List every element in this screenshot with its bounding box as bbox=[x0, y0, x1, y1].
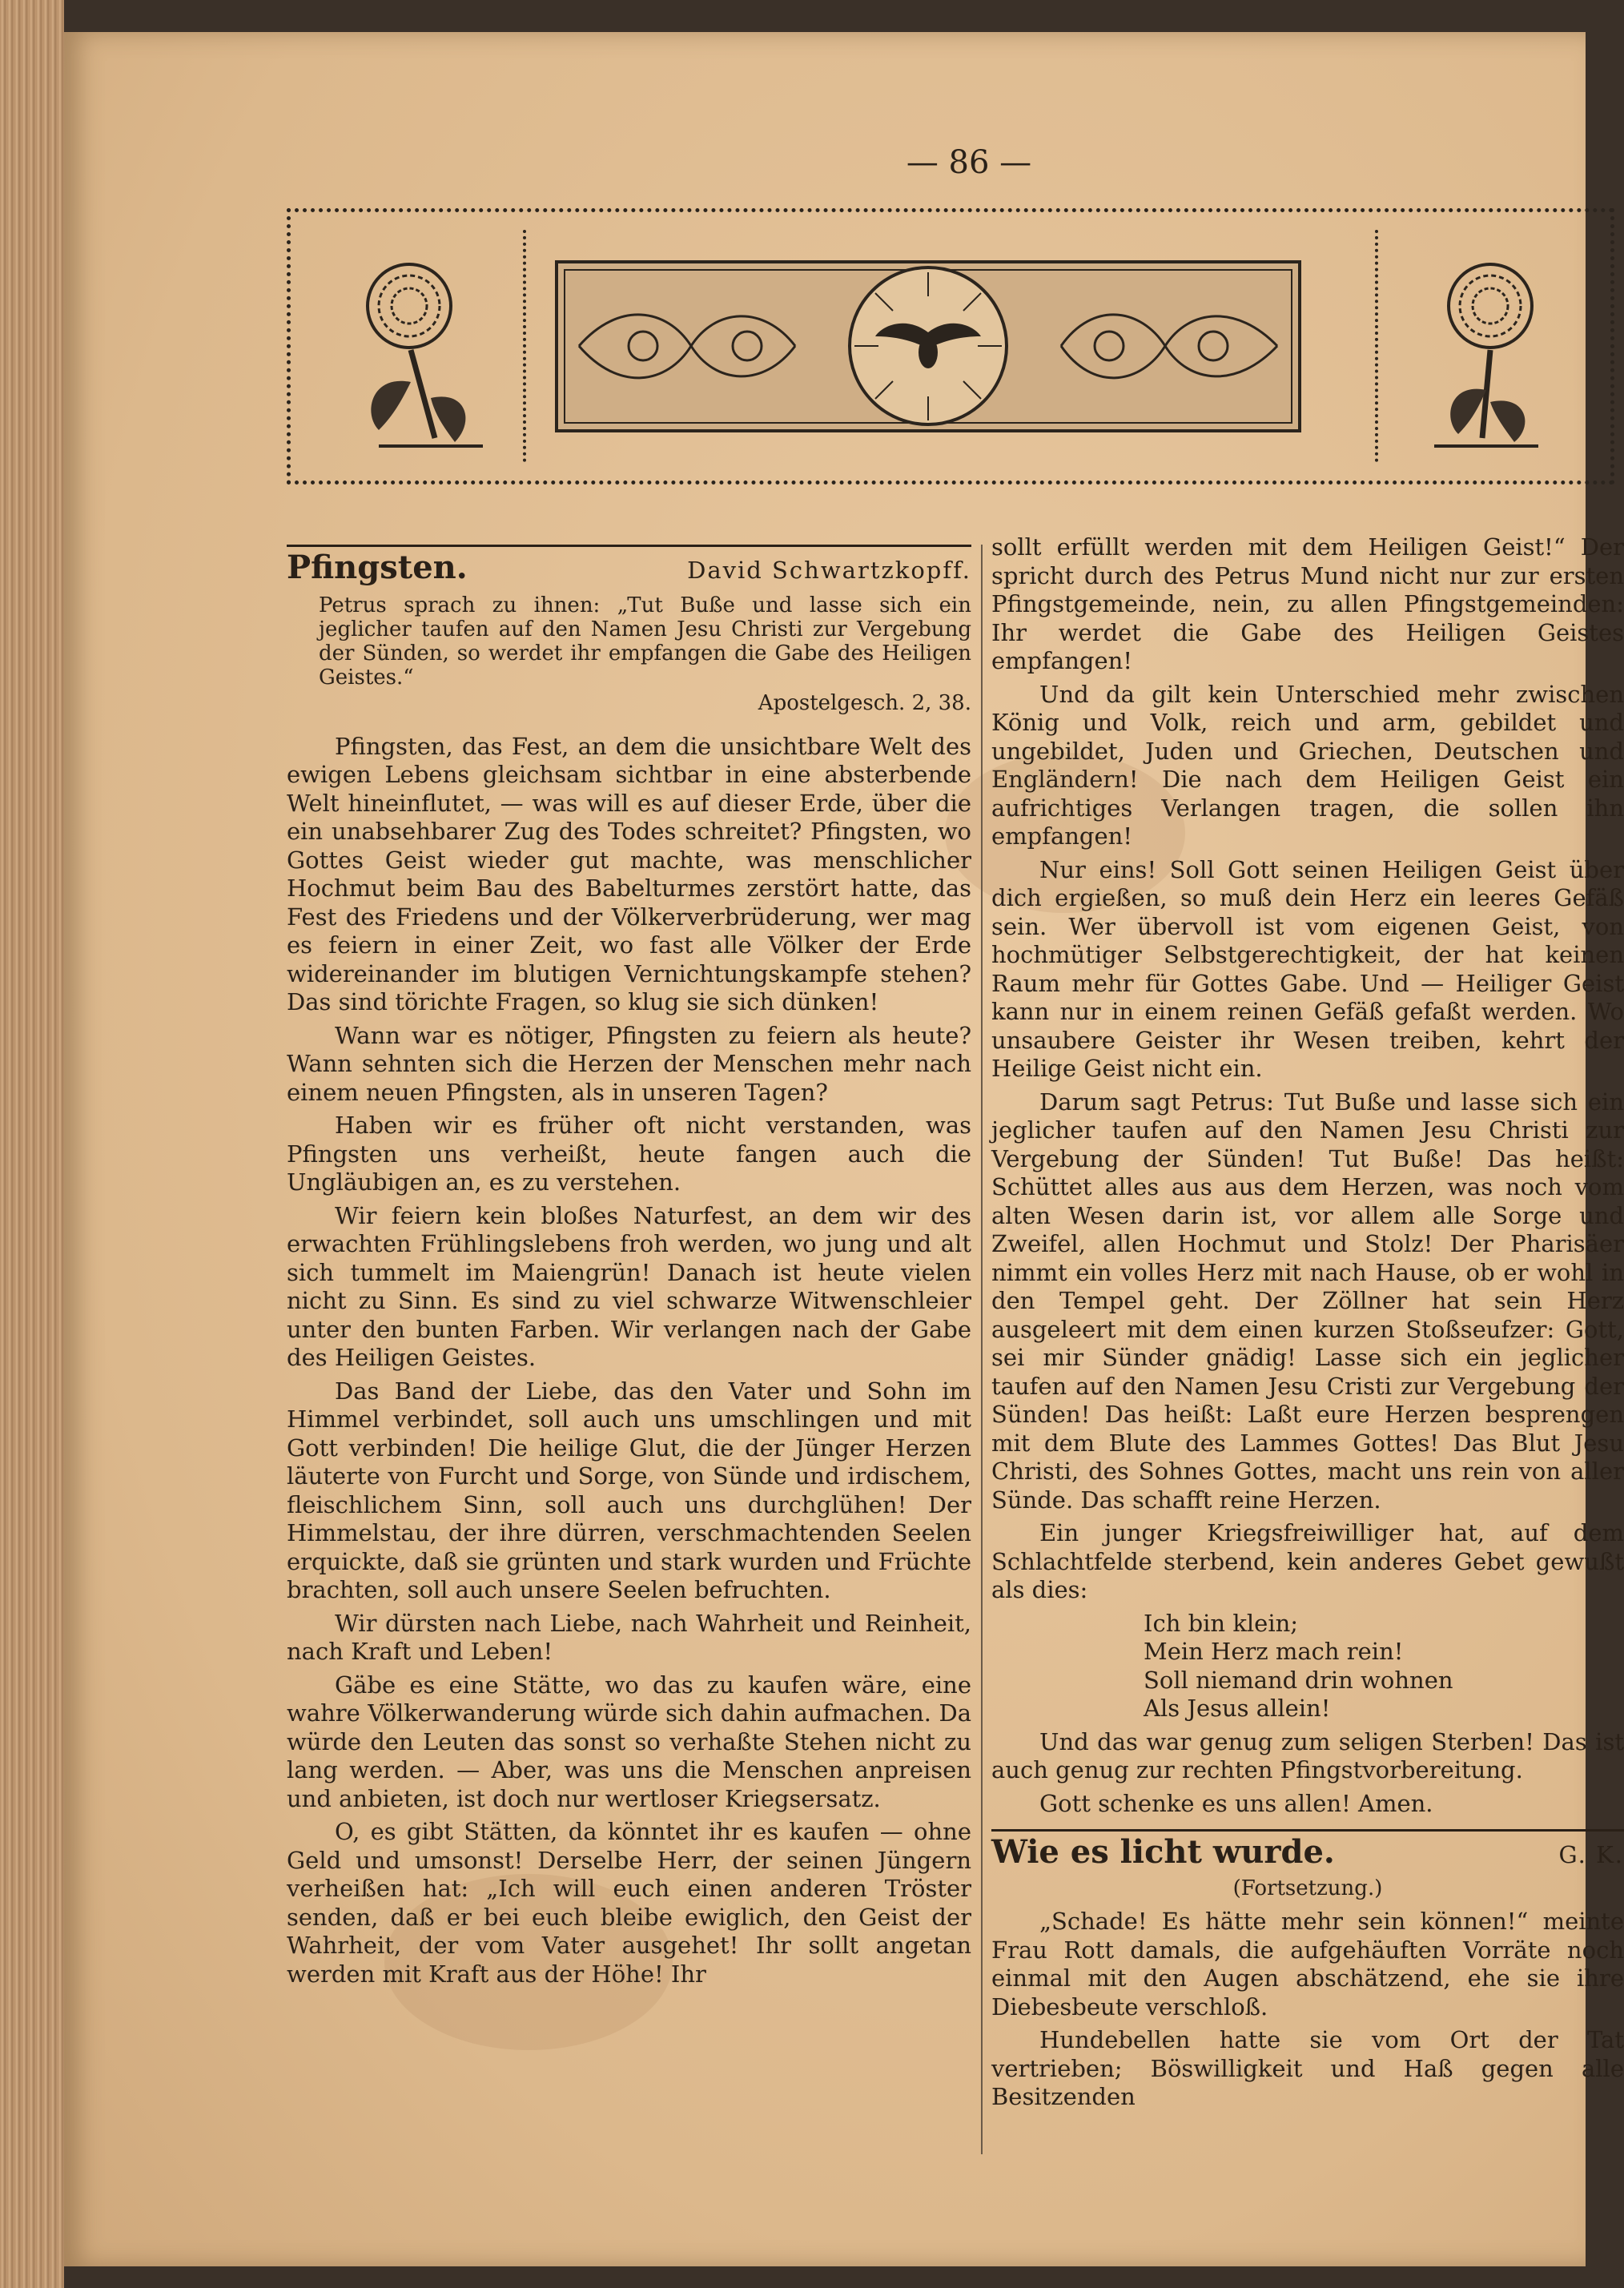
flower-left-icon bbox=[315, 230, 526, 462]
continuation-note: (Fortsetzung.) bbox=[1232, 1876, 1383, 1900]
motto-text: Petrus sprach zu ihnen: „Tut Buße und lasse sich ein jeglicher taufen auf den Namen Jesu Christi zur Vergebung der Sünden, so werdet ihr empfangen die Gabe des Heiligen Geistes.“ bbox=[319, 593, 971, 690]
paragraph: sollt erfüllt werden mit dem Heiligen Geist!“ Der spricht durch des Petrus Mund nicht nur zur ersten Pfingstgemeinde, nein, zu allen Pfingstgemeinden: Ihr werdet die Gabe des Heiligen Geistes empfangen! bbox=[991, 533, 1624, 674]
article2-title: Wie es licht wurde. bbox=[991, 1833, 1335, 1871]
page-number: — 86 — bbox=[906, 144, 1032, 181]
paragraph: Wir feiern kein bloßes Naturfest, an dem wir des erwachten Frühlingslebens froh werden, wo jung und alt sich tummelt im Maiengrün! Danach ist heute vielen nicht zu Sinn. Es sind zu viel schwarze Witwenschleier unter den bunten Farben. Wir verlangen nach der Gabe des Heiligen Geistes. bbox=[287, 1201, 971, 1371]
poem-line: Ich bin klein; bbox=[1144, 1609, 1299, 1637]
paragraph: Das Band der Liebe, das den Vater und Sohn im Himmel verbindet, soll auch uns umschlingen und mit Gott verbinden! Die heilige Glut, die der Jünger Herzen läuterte von Furcht und Sorge, von Sünde und irdischem, fleischlichem Sinn, soll auch uns durchglühen! Der Himmelstau, der ihre dürren, verschmachtenden Seelen erquickte, daß sie grünten und stark wurden und Früchte brachten, soll auch unsere Seelen befruchten. bbox=[287, 1377, 971, 1603]
poem-line: Soll niemand drin wohnen bbox=[1144, 1666, 1453, 1694]
paragraph: Wann war es nötiger, Pfingsten zu feiern als heute? Wann sehnten sich die Herzen der Menschen mehr nach einem neuen Pfingsten, als in unseren Tagen? bbox=[287, 1021, 971, 1106]
article2-header bbox=[991, 1833, 1624, 1871]
dove-ornament bbox=[555, 260, 1301, 432]
paragraph: Gott schenke es uns allen! Amen. bbox=[1039, 1789, 1433, 1817]
left-column bbox=[287, 545, 971, 1993]
flower-right-icon bbox=[1375, 230, 1586, 462]
article-author: David Schwartzkopff. bbox=[687, 557, 971, 584]
paragraph: „Schade! Es hätte mehr sein können!“ meinte Frau Rott damals, die aufgehäuften Vorräte noch einmal mit den Augen abschätzend, ehe sie ihre Diebesbeute verschloß. bbox=[991, 1908, 1624, 2021]
paragraph: Ein junger Kriegsfreiwilliger hat, auf dem Schlachtfelde sterbend, kein anderes Gebet gewußt als dies: bbox=[991, 1519, 1624, 1603]
paragraph: Nur eins! Soll Gott seinen Heiligen Geist über dich ergießen, so muß dein Herz ein leeres Gefäß sein. Wer übervoll ist vom eigenen Geist, von hochmütiger Selbstgerechtigkeit, der hat keinen Raum mehr für Gottes Gabe. Und — Heiliger Geist kann nur in einem reinen Gefäß gefaßt werden. Wo unsaubere Geister ihr Wesen treiben, kehrt der Heilige Geist nicht ein. bbox=[991, 855, 1624, 1082]
article-header bbox=[287, 549, 971, 586]
poem bbox=[1144, 1610, 1624, 1723]
paragraph: Wir dürsten nach Liebe, nach Wahrheit und Reinheit, nach Kraft und Leben! bbox=[287, 1609, 971, 1665]
title-rule bbox=[287, 545, 971, 547]
bible-motto bbox=[319, 593, 971, 715]
paragraph: Und da gilt kein Unterschied mehr zwischen König und Volk, reich und arm, gebildet und ungebildet, Juden und Griechen, Deutschen und Engländern! Die nach dem Heiligen Geist ein aufrichtiges Verlangen tragen, die sollen ihn empfangen! bbox=[991, 680, 1624, 850]
poem-line: Mein Herz mach rein! bbox=[1144, 1638, 1404, 1665]
paragraph: Und das war genug zum seligen Sterben! Das ist auch genug zur rechten Pfingstvorbereitung. bbox=[991, 1727, 1624, 1783]
article-title: Pfingsten. bbox=[287, 549, 468, 586]
paragraph: Haben wir es früher oft nicht verstanden, was Pfingsten uns verheißt, heute fangen auch die Ungläubigen an, es zu verstehen. bbox=[287, 1112, 971, 1196]
column-divider bbox=[981, 545, 983, 2154]
article2 bbox=[991, 1829, 1624, 2112]
motto-reference: Apostelgesch. 2, 38. bbox=[758, 690, 971, 715]
paragraph: Hundebellen hatte sie vom Ort der Tat vertrieben; Böswilligkeit und Haß gegen alle Besitzenden bbox=[991, 2026, 1624, 2110]
book-page-edges bbox=[0, 0, 64, 2288]
paragraph: Gäbe es eine Stätte, wo das zu kaufen wäre, eine wahre Völkerwanderung würde sich dahin aufmachen. Da würde den Leuten das sonst so verhaßte Stehen nicht zu lang werden. — Aber, was uns die Menschen anpreisen und anbieten, ist doch nur wertloser Kriegsersatz. bbox=[287, 1671, 971, 1812]
article2-author: G. K. bbox=[1558, 1841, 1624, 1868]
poem-line: Als Jesus allein! bbox=[1144, 1695, 1331, 1722]
paragraph: O, es gibt Stätten, da könntet ihr es kaufen — ohne Geld und umsonst! Derselbe Herr, der seinen Jüngern verheißen hat: „Ich will euch einen anderen Tröster senden, daß er bei euch bleibe ewiglich, den Geist der Wahrheit, der vom Vater ausgehet! Ihr sollt angetan werden mit Kraft aus der Höhe! Ihr bbox=[287, 1818, 971, 1988]
paragraph: Darum sagt Petrus: Tut Buße und lasse sich ein jeglicher taufen auf den Namen Jesu Christi zur Vergebung der Sünden! Tut Buße! Das heißt: Schüttet alles aus aus dem Herzen, was noch vom alten Wesen darin ist, vor allem alle Sorge und Zweifel, allen Hochmut und Stolz! Der Pharisäer nimmt ein volles Herz mit nach Hause, ob er wohl in den Tempel geht. Der Zöllner hat sein Herz ausgeleert mit dem einen kurzen Stoßseufzer: Gott, sei mir Sünder gnädig! Lasse sich ein jeglicher taufen auf den Namen Jesu Cristi zur Vergebung der Sünden! Das heißt: Laßt eure Herzen besprengen mit dem Blute des Lammes Gottes! Das Blut Jesu Christi, des Sohnes Gottes, macht uns rein von aller Sünde. Das schafft reine Herzen. bbox=[991, 1088, 1624, 1514]
right-column bbox=[991, 533, 1624, 2117]
paragraph: Pfingsten, das Fest, an dem die unsichtbare Welt des ewigen Lebens gleichsam sichtbar in eine absterbende Welt hineinflutet, — was will es auf dieser Erde, über die ein unabsehbarer Zug des Todes schreitet? Pfingsten, wo Gottes Geist wieder gut machte, was menschlicher Hochmut beim Bau des Babelturmes zerstört hatte, das Fest des Friedens und der Völkerverbrüderung, wer mag es feiern in einer Zeit, wo fast alle Völker der Erde widereinander im blutigen Vernichtungskampfe stehen? Das sind törichte Fragen, so klug sie sich dünken! bbox=[287, 732, 971, 1015]
book-page bbox=[64, 32, 1624, 2266]
header-ornament bbox=[287, 208, 1614, 485]
